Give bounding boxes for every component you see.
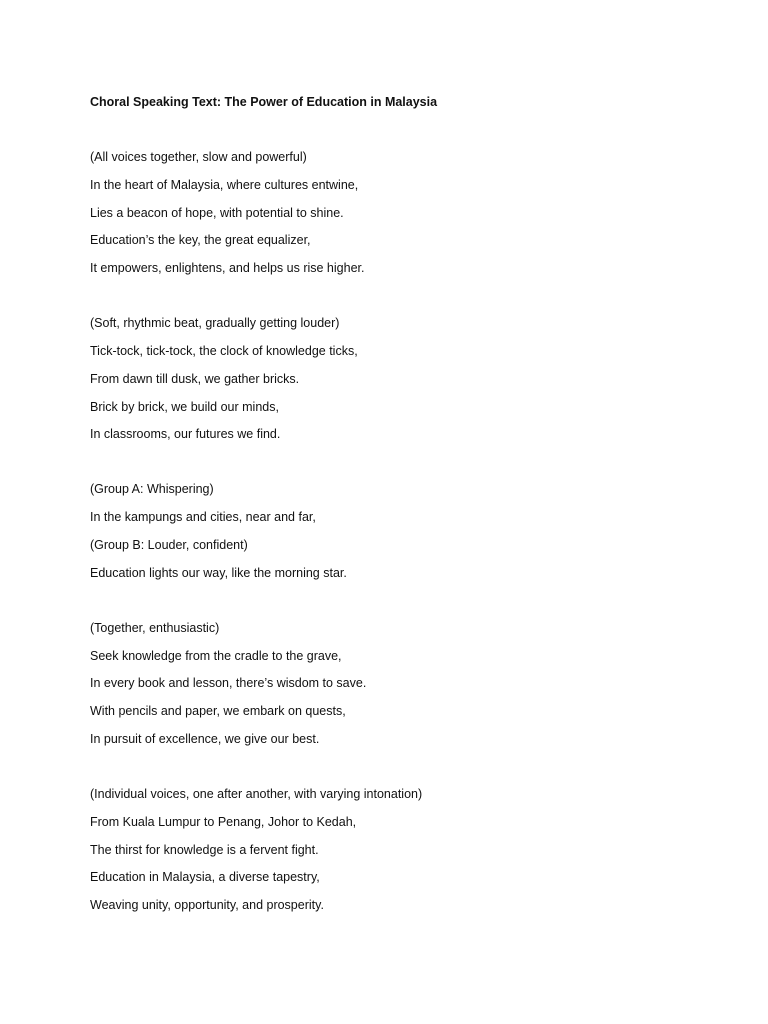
verse-line: In the kampungs and cities, near and far,	[90, 510, 316, 525]
verse-line: Weaving unity, opportunity, and prosperity.	[90, 898, 324, 913]
stage-direction: (All voices together, slow and powerful)	[90, 150, 307, 164]
verse-line: Education lights our way, like the morning star.	[90, 565, 347, 580]
stage-direction: (Group A: Whispering)	[90, 482, 214, 497]
verse-line: Tick-tock, tick-tock, the clock of knowledge ticks,	[90, 343, 358, 358]
stanza-2	[90, 313, 690, 444]
stage-direction: (Group B: Louder, confident)	[90, 537, 248, 552]
document-title: Choral Speaking Text: The Power of Education in Malaysia	[90, 95, 438, 109]
verse-line: In pursuit of excellence, we give our best.	[90, 731, 320, 746]
stanza-3	[90, 479, 690, 582]
verse-line: In every book and lesson, there’s wisdom to save.	[90, 676, 367, 691]
stage-direction: (Soft, rhythmic beat, gradually getting louder)	[90, 316, 340, 331]
verse-line: With pencils and paper, we embark on quests,	[90, 704, 346, 719]
stage-direction: (Together, enthusiastic)	[90, 620, 220, 635]
verse-line: From dawn till dusk, we gather bricks.	[90, 371, 300, 386]
verse-line: Lies a beacon of hope, with potential to shine.	[90, 205, 344, 220]
document-body	[90, 92, 690, 923]
verse-line: In the heart of Malaysia, where cultures entwine,	[90, 177, 359, 192]
verse-line: In classrooms, our futures we find.	[90, 427, 281, 442]
verse-line: Education in Malaysia, a diverse tapestry,	[90, 870, 320, 885]
verse-line: The thirst for knowledge is a fervent fight.	[90, 842, 319, 857]
verse-line: Brick by brick, we build our minds,	[90, 399, 279, 414]
stage-direction: (Individual voices, one after another, with varying intonation)	[90, 786, 423, 801]
verse-line: It empowers, enlightens, and helps us rise higher.	[90, 261, 365, 276]
stanza-5	[90, 784, 690, 915]
verse-line: Seek knowledge from the cradle to the grave,	[90, 648, 342, 663]
verse-line: From Kuala Lumpur to Penang, Johor to Kedah,	[90, 814, 357, 829]
stanza-1	[90, 147, 690, 278]
verse-line: Education’s the key, the great equalizer,	[90, 233, 311, 248]
stanza-4	[90, 618, 690, 749]
